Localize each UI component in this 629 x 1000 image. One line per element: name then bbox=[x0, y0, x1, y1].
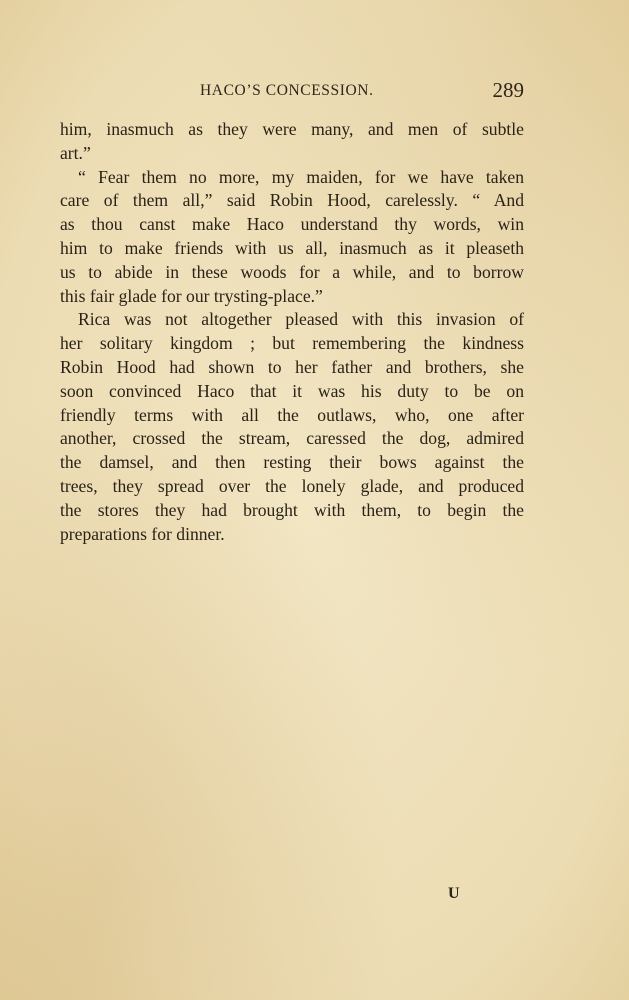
page-header bbox=[60, 78, 524, 108]
text-line: her solitary kingdom ; but remembering the kindness bbox=[60, 333, 524, 354]
text-line: this fair glade for our trysting-place.” bbox=[60, 285, 323, 306]
text-line: another, crossed the stream, caressed the dog, admired bbox=[60, 428, 524, 449]
paragraph-3 bbox=[60, 308, 524, 546]
text-line: trees, they spread over the lonely glade, and produced bbox=[60, 475, 524, 496]
text-line: “ Fear them no more, my maiden, for we have taken bbox=[78, 166, 524, 187]
text-line: as thou canst make Haco understand thy words, win bbox=[60, 214, 524, 235]
printer-signature-mark: U bbox=[448, 885, 460, 902]
text-line: Rica was not altogether pleased with this invasion of bbox=[78, 309, 524, 330]
text-line: friendly terms with all the outlaws, who, one after bbox=[60, 404, 524, 425]
running-title: HACO’S CONCESSION. bbox=[200, 82, 374, 99]
text-line: care of them all,” said Robin Hood, carelessly. “ And bbox=[60, 190, 524, 211]
paragraph-1 bbox=[60, 118, 524, 166]
page-number: 289 bbox=[492, 78, 524, 102]
body-text bbox=[60, 118, 524, 546]
paragraph-2 bbox=[60, 166, 524, 309]
text-line: the damsel, and then resting their bows against the bbox=[60, 452, 524, 473]
text-line: him to make friends with us all, inasmuch as it pleaseth bbox=[60, 237, 524, 258]
text-line: preparations for dinner. bbox=[60, 523, 225, 544]
text-line: him, inasmuch as they were many, and men of subtle bbox=[60, 119, 524, 139]
text-line: soon convinced Haco that it was his duty to be on bbox=[60, 380, 524, 401]
text-line: us to abide in these woods for a while, and to borrow bbox=[60, 261, 524, 282]
text-line: Robin Hood had shown to her father and brothers, she bbox=[60, 356, 524, 377]
text-line: art.” bbox=[60, 142, 91, 163]
text-line: the stores they had brought with them, to begin the bbox=[60, 499, 524, 520]
